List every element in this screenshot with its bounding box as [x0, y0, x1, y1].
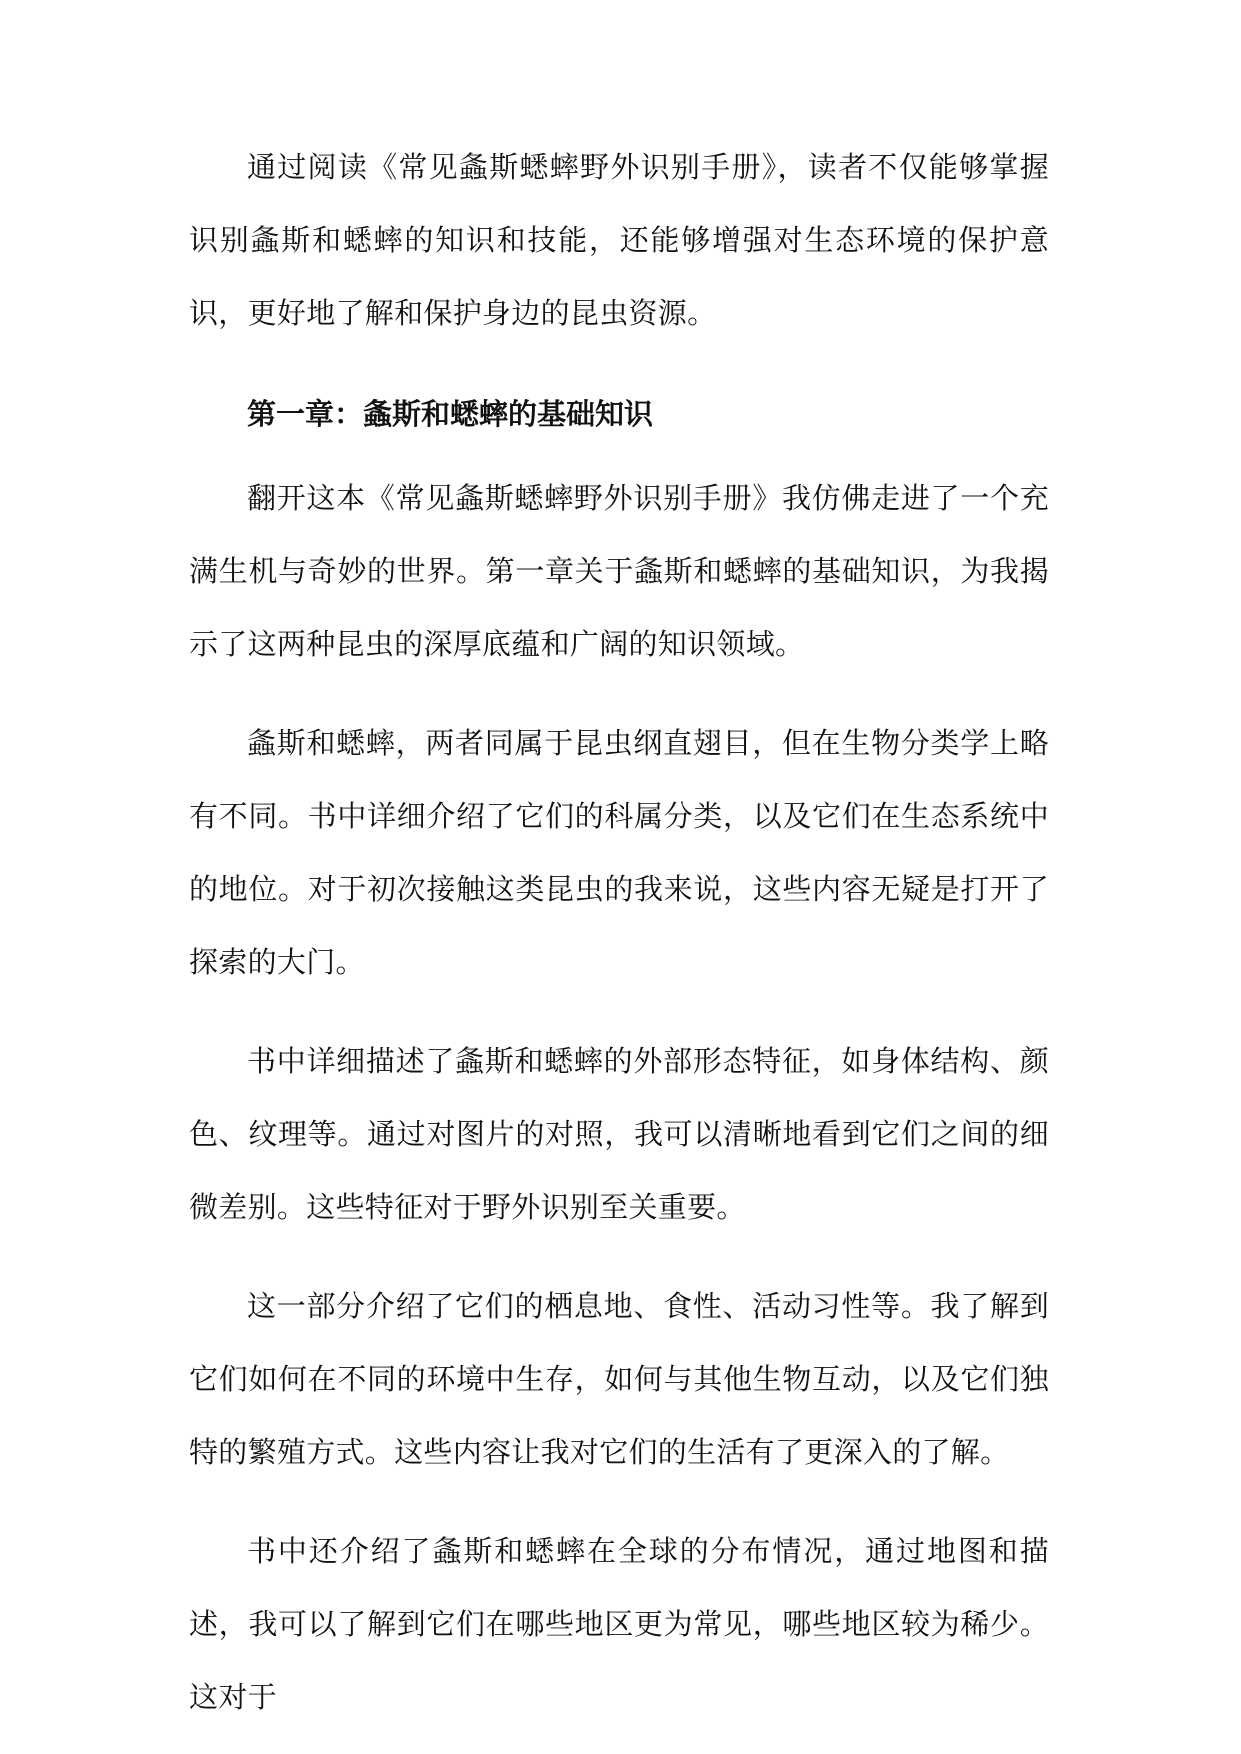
page-content — [189, 131, 1049, 1734]
intro-paragraph: 通过阅读《常见螽斯蟋蟀野外识别手册》，读者不仅能够掌握识别螽斯和蟋蟀的知识和技能，还能够增强对生态环境的保护意识，更好地了解和保护身边的昆虫资源。 — [189, 150, 1049, 330]
body-paragraph: 螽斯和蟋蟀，两者同属于昆虫纲直翅目，但在生物分类学上略有不同。书中详细介绍了它们的科属分类，以及它们在生态系统中的地位。对于初次接触这类昆虫的我来说，这些内容无疑是打开了探索的大门。 — [189, 726, 1049, 979]
body-paragraph: 这一部分介绍了它们的栖息地、食性、活动习性等。我了解到它们如何在不同的环境中生存，如何与其他生物互动，以及它们独特的繁殖方式。这些内容让我对它们的生活有了更深入的了解。 — [189, 1289, 1049, 1469]
body-paragraph: 书中还介绍了螽斯和蟋蟀在全球的分布情况，通过地图和描述，我可以了解到它们在哪些地区更为常见，哪些地区较为稀少。这对于 — [189, 1534, 1049, 1714]
body-paragraph: 翻开这本《常见螽斯蟋蟀野外识别手册》我仿佛走进了一个充满生机与奇妙的世界。第一章关于螽斯和蟋蟀的基础知识，为我揭示了这两种昆虫的深厚底蕴和广阔的知识领域。 — [189, 481, 1049, 661]
chapter-heading: 第一章：螽斯和蟋蟀的基础知识 — [247, 397, 654, 431]
body-paragraph: 书中详细描述了螽斯和蟋蟀的外部形态特征，如身体结构、颜色、纹理等。通过对图片的对照，我可以清晰地看到它们之间的细微差别。这些特征对于野外识别至关重要。 — [189, 1044, 1049, 1224]
